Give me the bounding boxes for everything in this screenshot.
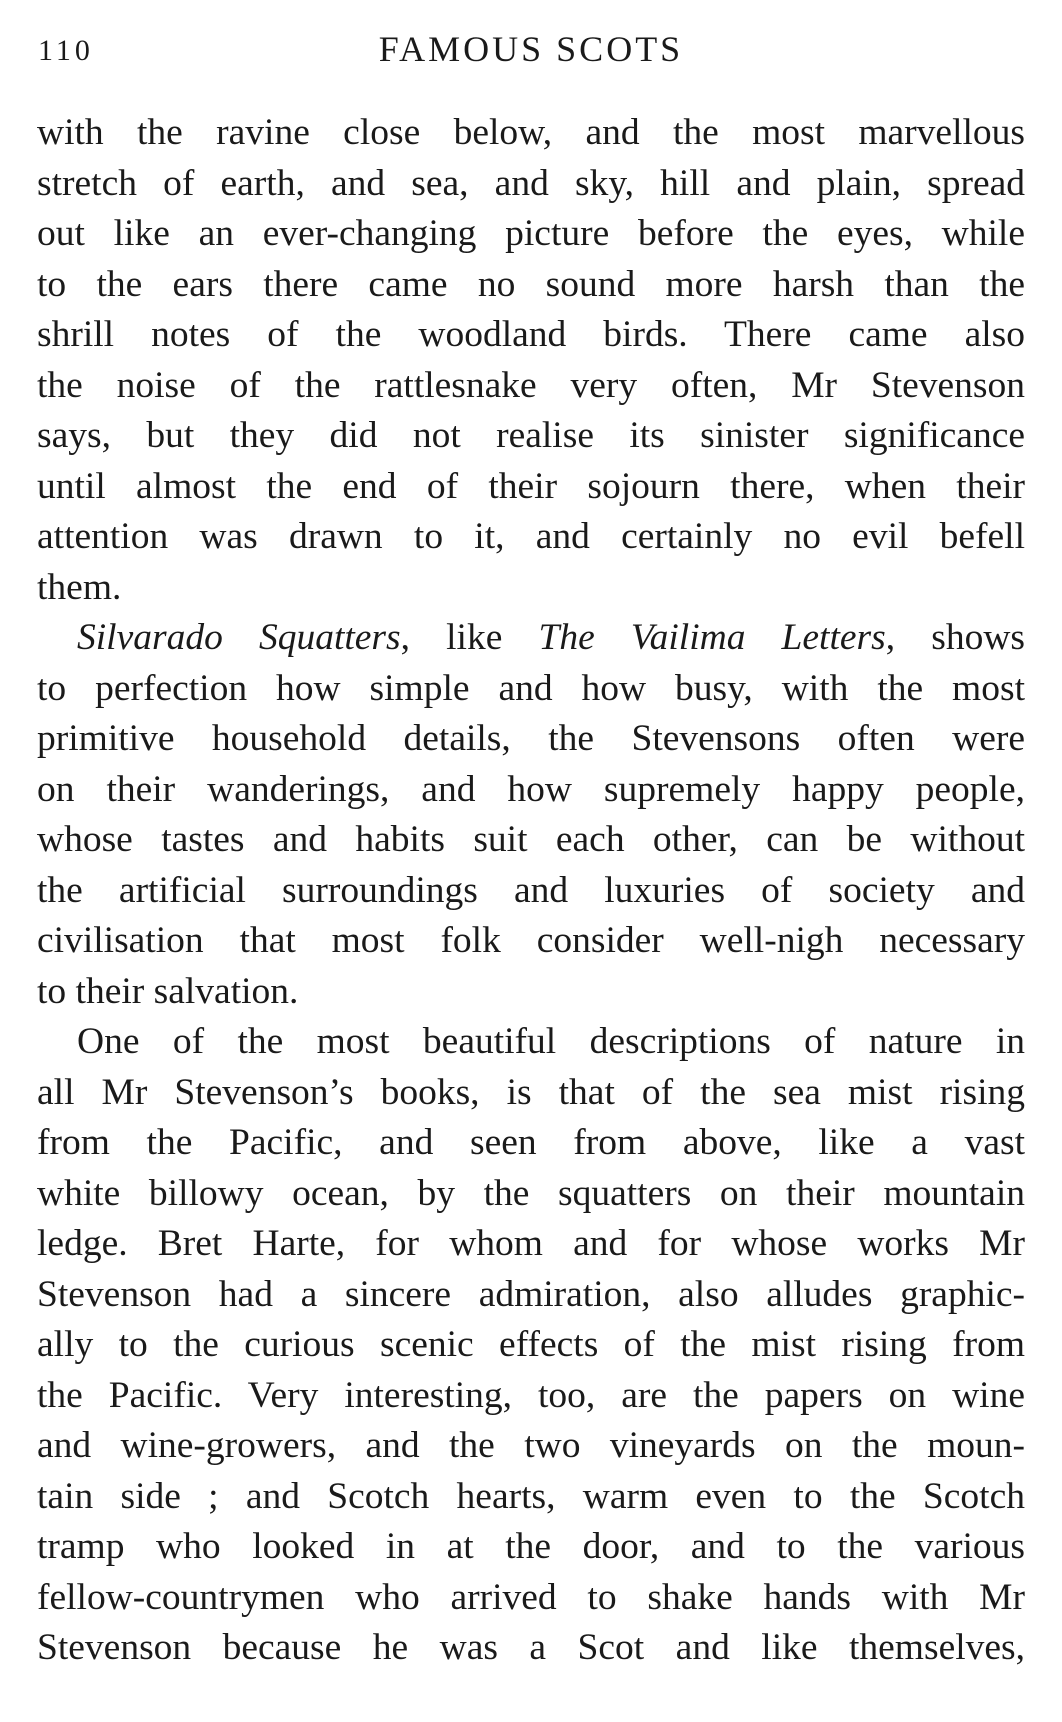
- text-line: to the ears there came no sound more harsh than the: [37, 263, 1025, 305]
- text-line: stretch of earth, and sea, and sky, hill and plain, spread: [37, 162, 1025, 204]
- text-line: the noise of the rattlesnake very often, Mr Stevenson: [37, 364, 1025, 406]
- text-line: whose tastes and habits suit each other, can be without: [37, 819, 1025, 860]
- text-line: out like an ever-changing picture before the eyes, while: [37, 213, 1025, 254]
- text-line: to perfection how simple and how busy, with the most: [37, 667, 1025, 709]
- text-line: says, but they did not realise its sinister significance: [37, 415, 1025, 456]
- page-number: 110: [38, 34, 94, 67]
- text-line: until almost the end of their sojourn there, when their: [37, 465, 1025, 507]
- text-line: fellow-countrymen who arrived to shake hands with Mr: [37, 1576, 1025, 1618]
- text-line: shrill notes of the woodland birds. There came also: [37, 314, 1025, 355]
- text-fragment: , like: [400, 617, 539, 658]
- text-line-with-titles: [37, 613, 1025, 664]
- text-fragment: , shows: [885, 617, 1025, 658]
- body-text: [37, 108, 1025, 1674]
- text-line: tain side ; and Scotch hearts, warm even to the Scotch: [37, 1475, 1025, 1517]
- text-line: primitive household details, the Stevensons often were: [37, 718, 1025, 759]
- book-title: Silvarado Squatters: [77, 617, 401, 658]
- text-line: all Mr Stevenson’s books, is that of the sea mist rising: [37, 1071, 1025, 1113]
- text-line: the Pacific. Very interesting, too, are the papers on wine: [37, 1374, 1025, 1416]
- book-title: The Vailima Letters: [538, 617, 886, 658]
- text-line: One of the most beautiful descriptions of nature in: [77, 1021, 1025, 1062]
- text-line: Stevenson had a sincere admiration, also alludes graphic-: [37, 1273, 1025, 1315]
- text-line: civilisation that most folk consider well-nigh necessary: [37, 920, 1025, 961]
- text-line: tramp who looked in at the door, and to the various: [37, 1526, 1025, 1567]
- text-line: with the ravine close below, and the most marvellous: [37, 112, 1025, 153]
- text-line: and wine-growers, and the two vineyards on the moun-: [37, 1425, 1025, 1466]
- text-line: ally to the curious scenic effects of the mist rising from: [37, 1324, 1025, 1365]
- text-line: ledge. Bret Harte, for whom and for whose works Mr: [37, 1223, 1025, 1264]
- text-line: them.: [37, 566, 122, 608]
- text-line: to their salvation.: [37, 970, 299, 1012]
- text-line: Stevenson because he was a Scot and like themselves,: [37, 1627, 1025, 1668]
- text-line: attention was drawn to it, and certainly no evil befell: [37, 516, 1025, 557]
- text-line: the artificial surroundings and luxuries of society and: [37, 869, 1025, 911]
- text-line: from the Pacific, and seen from above, like a vast: [37, 1122, 1025, 1163]
- page-header: [38, 28, 1024, 78]
- running-head: FAMOUS SCOTS: [378, 29, 684, 69]
- text-line: on their wanderings, and how supremely happy people,: [37, 768, 1025, 810]
- text-line: white billowy ocean, by the squatters on their mountain: [37, 1172, 1025, 1214]
